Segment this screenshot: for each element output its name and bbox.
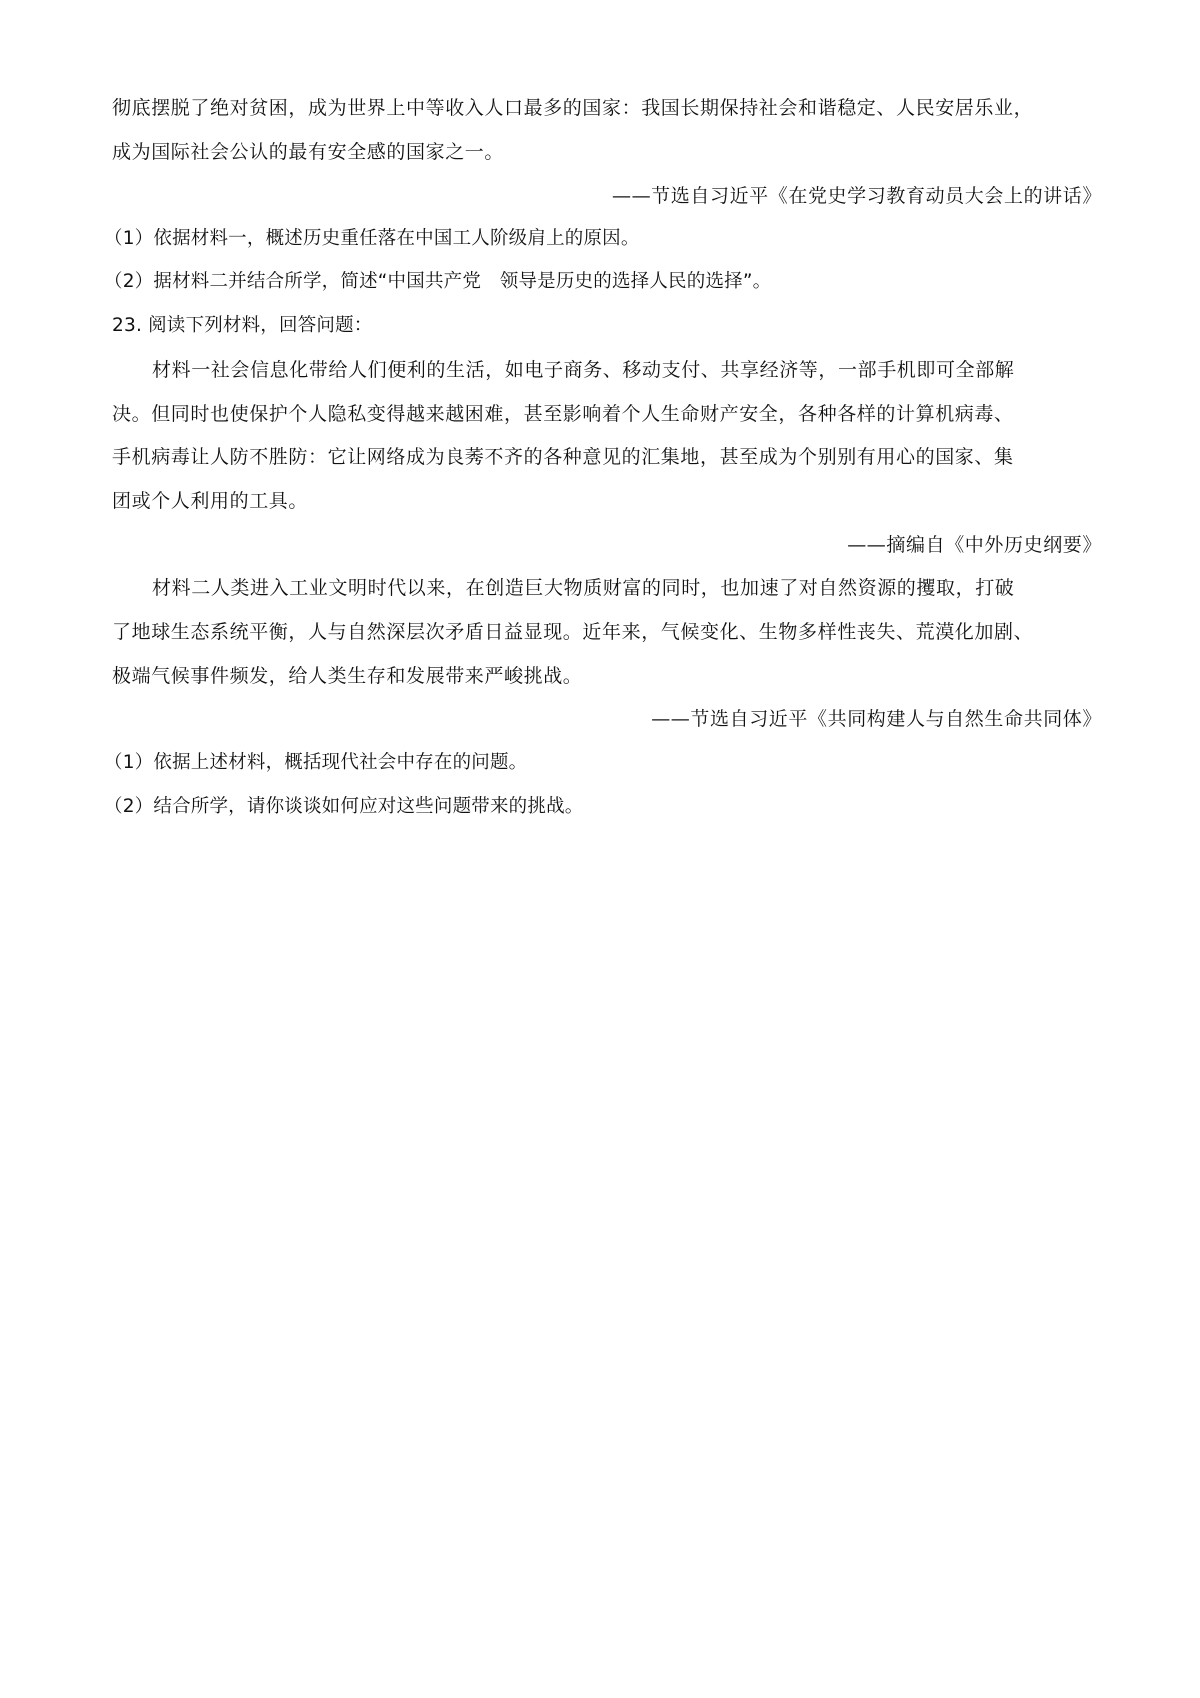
q23-material2-source: ——节选自习近平《共同构建人与自然生命共同体》 xyxy=(651,708,1102,730)
material-continuation-line-1: 彻底摆脱了绝对贫困，成为世界上中等收入人口最多的国家：我国长期保持社会和谐稳定、人民安居乐业， xyxy=(112,97,1034,119)
q23-material1-source: ——摘编自《中外历史纲要》 xyxy=(847,534,1102,556)
q22-sub-question-2: （2）据材料二并结合所学，简述“中国共产党 领导是历史的选择人民的选择”。 xyxy=(104,271,772,292)
q23-heading: 23. 阅读下列材料，回答问题： xyxy=(112,315,373,336)
q23-sub-question-2: （2）结合所学，请你谈谈如何应对这些问题带来的挑战。 xyxy=(104,796,584,817)
q23-material1-line-3: 手机病毒让人防不胜防：它让网络成为良莠不齐的各种意见的汇集地，甚至成为个别别有用心的国家、集 xyxy=(112,446,1014,468)
q23-material2-line-2: 了地球生态系统平衡，人与自然深层次矛盾日益显现。近年来，气候变化、生物多样性丧失、荒漠化加剧、 xyxy=(112,621,1034,643)
q23-material1-line-4: 团或个人利用的工具。 xyxy=(112,490,309,512)
q23-material1-line-2: 决。但同时也使保护个人隐私变得越来越困难，甚至影响着个人生命财产安全，各种各样的计算机病毒、 xyxy=(112,403,1014,425)
q23-material1-line-1: 材料一社会信息化带给人们便利的生活，如电子商务、移动支付、共享经济等，一部手机即可全部解 xyxy=(152,359,1015,381)
material-source: ——节选自习近平《在党史学习教育动员大会上的讲话》 xyxy=(611,185,1102,207)
q23-material2-line-3: 极端气候事件频发，给人类生存和发展带来严峻挑战。 xyxy=(112,665,583,687)
q22-sub-question-1: （1）依据材料一，概述历史重任落在中国工人阶级肩上的原因。 xyxy=(104,228,640,249)
material-continuation-line-2: 成为国际社会公认的最有安全感的国家之一。 xyxy=(112,141,505,163)
q23-sub-question-1: （1）依据上述材料，概括现代社会中存在的问题。 xyxy=(104,752,528,773)
q23-material2-line-1: 材料二人类进入工业文明时代以来，在创造巨大物质财富的同时，也加速了对自然资源的攫取，打破 xyxy=(152,577,1015,599)
